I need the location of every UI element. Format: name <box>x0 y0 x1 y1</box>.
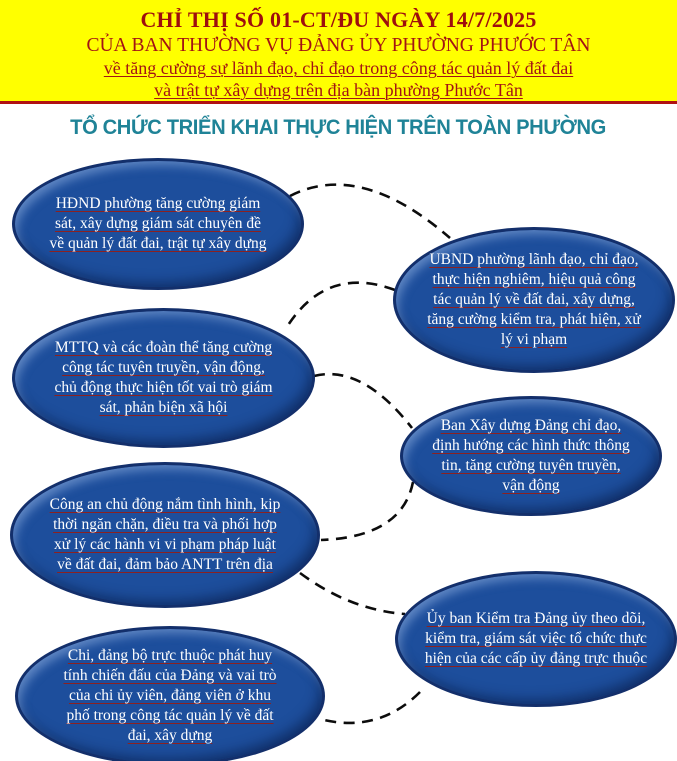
connector-banxddang-congan <box>321 482 413 540</box>
section-title <box>0 104 677 152</box>
node-ban-xay-dung-dang-text: Ban Xây dựng Đảng chỉ đạo, định hướng các hình thức thông tin, tăng cường tuyên truyền, vận động <box>432 417 630 494</box>
node-mttq-text: MTTQ và các đoàn thể tăng cường công tác tuyên truyền, vận động, chủ động thực hiện tốt vai trò giám sát, phản biện xã hội <box>54 339 273 416</box>
node-ubnd <box>393 227 675 373</box>
node-chi-dang-bo-text: Chi, đảng bộ trực thuộc phát huy tính chiến đấu của Đảng và vai trò của chi ủy viên, đảng viên ở khu phố trong công tác quản lý về đất đai, xây dựng <box>63 647 277 744</box>
connector-ubnd-mttq <box>285 283 395 330</box>
issuing-body-line: CỦA BAN THƯỜNG VỤ ĐẢNG ỦY PHƯỜNG PHƯỚC TÂN <box>86 35 591 56</box>
node-chi-dang-bo <box>15 626 325 761</box>
node-uy-ban-kiem-tra-text: Ủy ban Kiểm tra Đảng ủy theo dõi, kiểm tra, giám sát việc tổ chức thực hiện của các cấp ủy đảng trực thuộc <box>424 610 648 667</box>
diagram-canvas <box>0 152 677 761</box>
connector-mttq-banxddang <box>314 374 412 428</box>
node-cong-an <box>10 462 320 608</box>
node-uy-ban-kiem-tra <box>395 571 677 707</box>
connector-congan-ubkt <box>300 573 405 614</box>
node-mttq <box>12 308 315 448</box>
node-ubnd-text: UBND phường lãnh đạo, chỉ đạo, thực hiện nghiêm, hiệu quả công tác quản lý về đất đai, xây dựng, tăng cường kiểm tra, phát hiện, xử lý vi phạm <box>427 251 641 348</box>
directive-subject-line-2: và trật tự xây dựng trên địa bàn phường Phước Tân <box>154 80 523 100</box>
node-cong-an-text: Công an chủ động nắm tình hình, kịp thời ngăn chặn, điều tra và phối hợp xử lý các hành vi vi phạm pháp luật về đất đai, đảm bảo ANTT trên địa <box>49 496 281 573</box>
node-ban-xay-dung-dang <box>400 396 662 516</box>
connector-hdnd-ubnd <box>290 185 450 238</box>
node-hdnd-text: HĐND phường tăng cường giám sát, xây dựng giám sát chuyên đề về quản lý đất đai, trật tự xây dựng <box>49 195 267 252</box>
node-hdnd <box>12 158 304 290</box>
directive-subject-line-1: về tăng cường sự lãnh đạo, chỉ đạo trong công tác quản lý đất đai <box>103 58 574 78</box>
section-title-text: TỔ CHỨC TRIỂN KHAI THỰC HIỆN TRÊN TOÀN PHƯỜNG <box>70 116 607 139</box>
directive-number-line: CHỈ THỊ SỐ 01-CT/ĐU NGÀY 14/7/2025 <box>140 7 537 32</box>
connector-ubkt-chidangbo <box>320 692 420 723</box>
directive-header-banner <box>0 0 677 104</box>
